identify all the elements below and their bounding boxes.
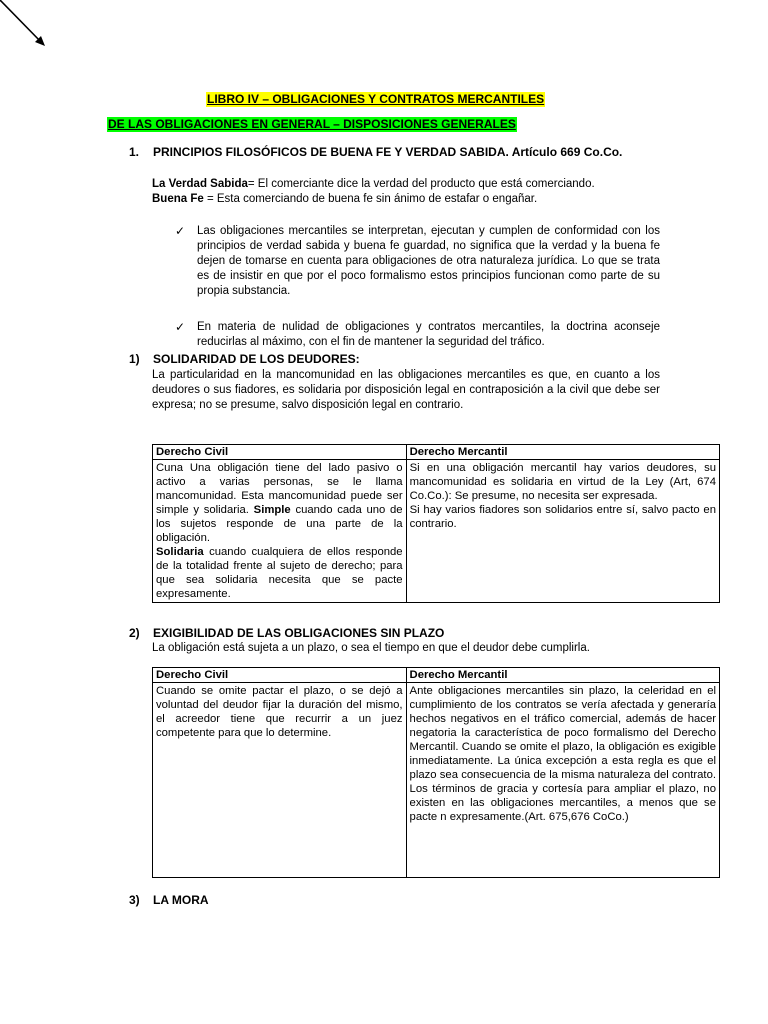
checkmark-icon: ✓ bbox=[175, 224, 186, 238]
arrow-pointer-icon bbox=[0, 0, 60, 60]
bullet-text: En materia de nulidad de obligaciones y contratos mercantiles, la doctrina aconseje reducirlas al máximo, con el fin de mantener la seguridad del tráfico. bbox=[197, 321, 660, 348]
term-solidaria: Solidaria bbox=[156, 546, 204, 558]
definition-text: = El comerciante dice la verdad del producto que está comerciando. bbox=[247, 178, 595, 190]
bullet-item bbox=[175, 320, 660, 350]
cell-text: Cuna Una obligación tiene del lado pasivo o activo a varias personas, se le llama mancomunidad. Esta mancomunidad puede ser simple y solidaria. bbox=[156, 462, 403, 516]
term-buena-fe: Buena Fe bbox=[152, 193, 204, 205]
bullet-item bbox=[175, 224, 660, 299]
definition-text: = Esta comerciando de buena fe sin ánimo de estafar o engañar. bbox=[203, 193, 538, 205]
cell-text: cuando cualquiera de ellos responde de la totalidad frente al sujeto de derecho; para que sea solidaria necesita que se pacte expresamente. bbox=[156, 546, 403, 600]
definition-buena-fe bbox=[152, 192, 537, 207]
section-1-heading bbox=[129, 145, 622, 160]
solidaridad-paragraph: La particularidad en la mancomunidad en las obligaciones mercantiles es que, en cuanto a los deudores o sus fiadores, es solidaria por disposición legal en contraposición a la civil que debe ser expresa; no se presume, salvo disposición legal en contrario. bbox=[152, 369, 660, 411]
section-mora-heading bbox=[129, 893, 209, 908]
bullet-text: Las obligaciones mercantiles se interpretan, ejecutan y cumplen de conformidad con los principios de verdad sabida y buena fe guardad, no significa que la verdad y la buena fe dejen de tomarse en cuenta para obligaciones de otra naturaleza jurídica. Lo que se trata es de insistir en que por el poco formalismo estos principios funcionan como parte de su propia substancia. bbox=[197, 225, 660, 297]
column-header-mercantil: Derecho Mercantil bbox=[406, 668, 719, 683]
section-number: 1. bbox=[129, 145, 140, 159]
solidaridad-comparison-table bbox=[152, 444, 720, 603]
column-header-mercantil: Derecho Mercantil bbox=[406, 445, 719, 460]
section-heading-text: EXIGIBILIDAD DE LAS OBLIGACIONES SIN PLAZO bbox=[153, 626, 445, 640]
document-title: LIBRO IV – OBLIGACIONES Y CONTRATOS MERCANTILES bbox=[207, 92, 545, 106]
cell-derecho-civil: Cuando se omite pactar el plazo, o se dejó a voluntad del deudor fijar la duración del mismo, el acreedor tiene que recurrir a un juez competente para que lo determine. bbox=[153, 683, 407, 878]
checkmark-icon: ✓ bbox=[175, 320, 186, 334]
column-header-civil: Derecho Civil bbox=[153, 445, 407, 460]
document-subtitle: DE LAS OBLIGACIONES EN GENERAL – DISPOSICIONES GENERALES bbox=[108, 117, 516, 131]
term-verdad-sabida: La Verdad Sabida bbox=[152, 178, 248, 190]
section-solidaridad-heading bbox=[129, 352, 360, 367]
cell-derecho-mercantil bbox=[406, 460, 719, 603]
definition-verdad-sabida bbox=[152, 177, 595, 192]
exigibilidad-paragraph: La obligación está sujeta a un plazo, o sea el tiempo en que el deudor debe cumplirla. bbox=[152, 642, 590, 654]
section-heading-text: SOLIDARIDAD DE LOS DEUDORES: bbox=[153, 352, 360, 366]
section-number: 1) bbox=[129, 352, 140, 366]
column-header-civil: Derecho Civil bbox=[153, 668, 407, 683]
section-heading-text: LA MORA bbox=[153, 893, 209, 907]
section-heading-text: PRINCIPIOS FILOSÓFICOS DE BUENA FE Y VERDAD SABIDA. Artículo 669 Co.Co. bbox=[153, 145, 623, 159]
cell-text: cuando cada uno de los sujetos responde de una parte de la obligación. bbox=[156, 504, 403, 544]
section-number: 3) bbox=[129, 893, 140, 907]
term-simple: Simple bbox=[253, 504, 291, 516]
section-number: 2) bbox=[129, 626, 140, 640]
section-exigibilidad-heading bbox=[129, 626, 444, 641]
cell-derecho-civil bbox=[153, 460, 407, 603]
cell-derecho-mercantil: Ante obligaciones mercantiles sin plazo, la celeridad en el cumplimiento de los contratos se vería afectada y generaría hechos negativos en el tráfico comercial, además de hacer negatoria la característica de poco formalismo del Derecho Mercantil. Cuando se omite el plazo, la obligación es exigible inmediatamente. La única excepción a esta regla es que el plazo sea consecuencia de la misma naturaleza del contrato. Los términos de gracia y cortesía para ampliar el plazo, no existen en las obligaciones mercantiles, a menos que se pacte n expresamente.(Art. 675,676 CoCo.) bbox=[406, 683, 719, 878]
cell-text: Si hay varios fiadores son solidarios entre sí, salvo pacto en contrario. bbox=[409, 504, 716, 530]
cell-text: Si en una obligación mercantil hay varios deudores, su mancomunidad es solidaria en virtud de la Ley (Art, 674 Co.Co.): Se presume, no necesita ser expresada. bbox=[409, 462, 716, 502]
exigibilidad-comparison-table bbox=[152, 667, 720, 878]
